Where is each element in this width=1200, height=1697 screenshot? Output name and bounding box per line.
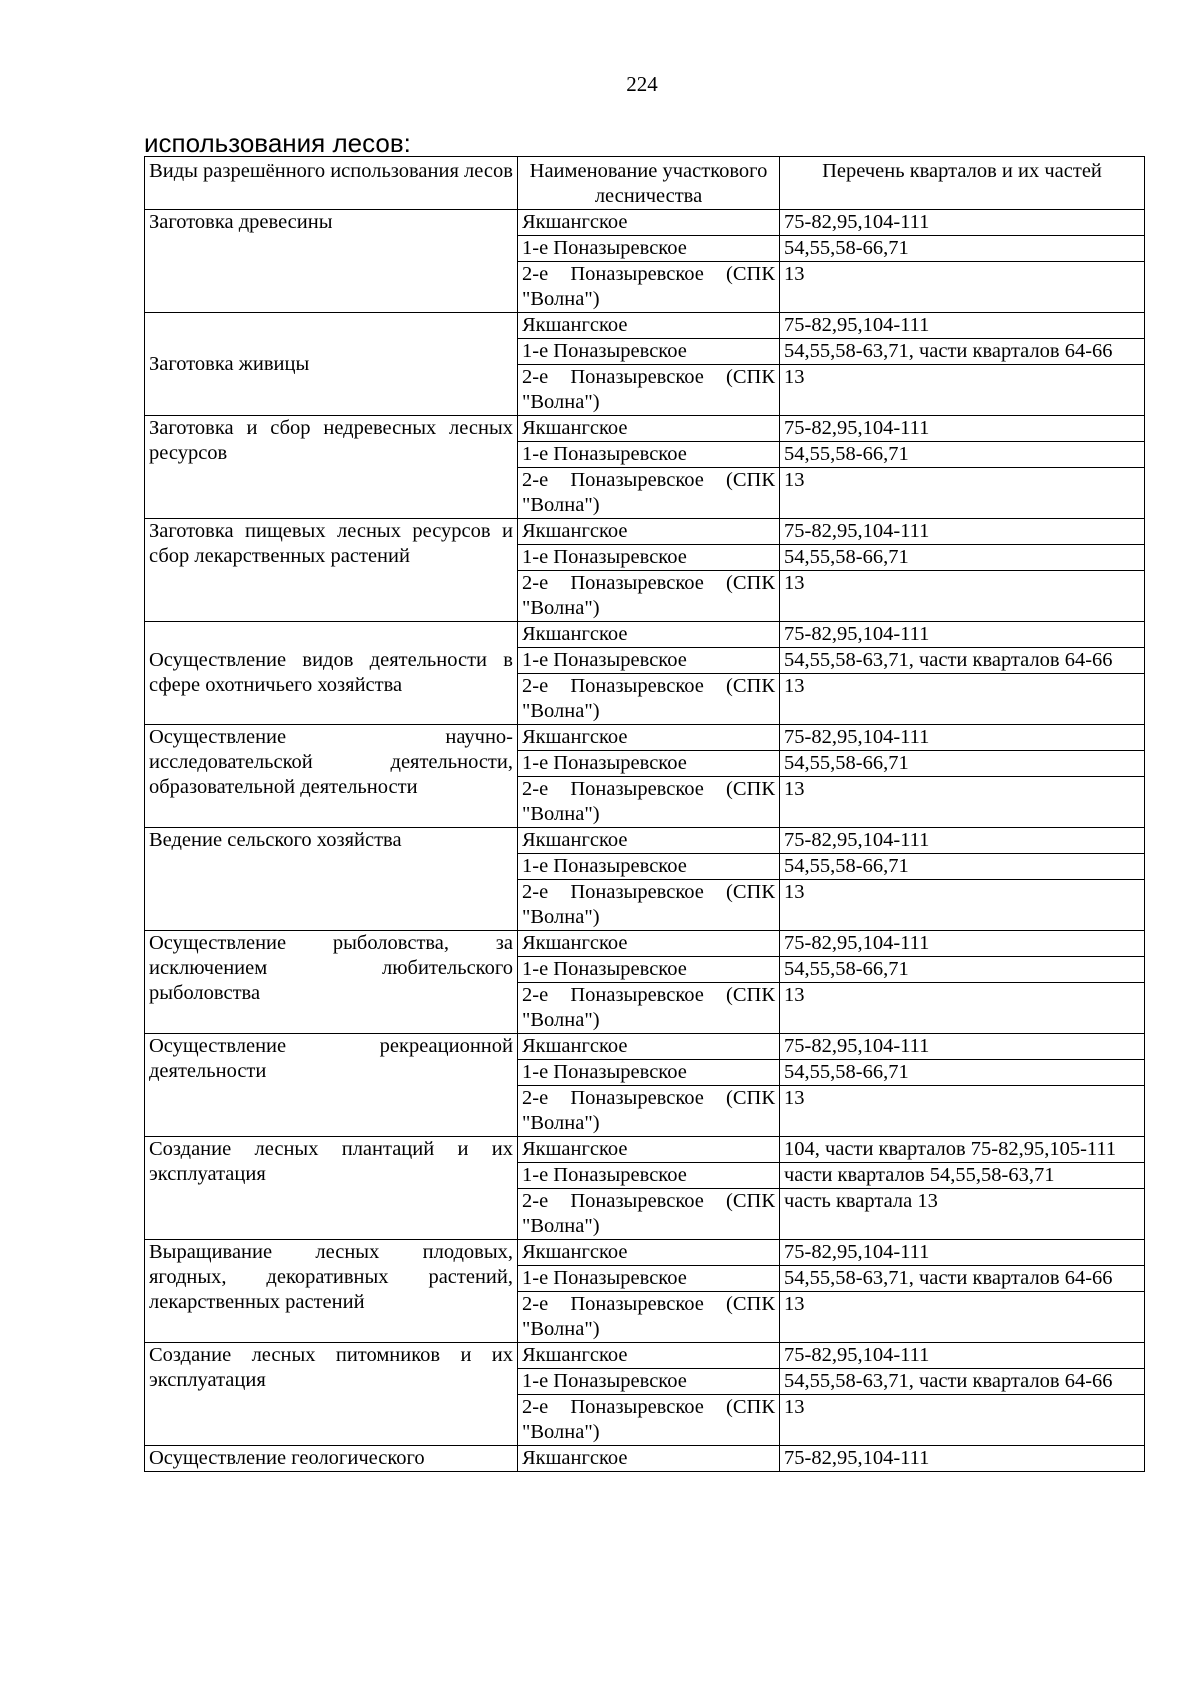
use-type-cell: Заготовка и сбор недревесных лесных ресурсов <box>145 416 518 519</box>
quarters-cell: 75-82,95,104-111 <box>780 210 1145 236</box>
table-row <box>145 1240 1145 1266</box>
use-type-cell: Создание лесных питомников и их эксплуатация <box>145 1343 518 1446</box>
forestry-cell: 2-е Поназыревское (СПК "Волна") <box>518 777 780 828</box>
table-row <box>145 1446 1145 1472</box>
quarters-cell: 75-82,95,104-111 <box>780 416 1145 442</box>
quarters-cell: 54,55,58-63,71, части кварталов 64-66 <box>780 648 1145 674</box>
forestry-cell: 2-е Поназыревское (СПК "Волна") <box>518 468 780 519</box>
table-row <box>145 828 1145 854</box>
quarters-cell: 13 <box>780 880 1145 931</box>
table-row <box>145 1343 1145 1369</box>
table-body <box>145 210 1145 1472</box>
use-type-cell: Осуществление научно-исследовательской деятельности, образовательной деятельности <box>145 725 518 828</box>
use-type-cell: Осуществление геологического <box>145 1446 518 1472</box>
quarters-cell: 75-82,95,104-111 <box>780 519 1145 545</box>
table-row <box>145 313 1145 339</box>
forestry-cell: 1-е Поназыревское <box>518 442 780 468</box>
quarters-cell: 13 <box>780 1395 1145 1446</box>
forestry-cell: 2-е Поназыревское (СПК "Волна") <box>518 262 780 313</box>
quarters-cell: 13 <box>780 468 1145 519</box>
forestry-cell: 2-е Поназыревское (СПК "Волна") <box>518 674 780 725</box>
forestry-cell: Якшангское <box>518 622 780 648</box>
quarters-cell: 54,55,58-66,71 <box>780 854 1145 880</box>
use-type-cell: Заготовка древесины <box>145 210 518 313</box>
forestry-cell: 1-е Поназыревское <box>518 545 780 571</box>
forestry-cell: Якшангское <box>518 313 780 339</box>
forestry-cell: Якшангское <box>518 1034 780 1060</box>
forestry-cell: 2-е Поназыревское (СПК "Волна") <box>518 571 780 622</box>
quarters-cell: 75-82,95,104-111 <box>780 1446 1145 1472</box>
quarters-cell: 75-82,95,104-111 <box>780 313 1145 339</box>
forestry-cell: 2-е Поназыревское (СПК "Волна") <box>518 365 780 416</box>
quarters-cell: 13 <box>780 365 1145 416</box>
use-type-cell: Заготовка пищевых лесных ресурсов и сбор лекарственных растений <box>145 519 518 622</box>
use-type-cell: Выращивание лесных плодовых, ягодных, декоративных растений, лекарственных растений <box>145 1240 518 1343</box>
table-row <box>145 931 1145 957</box>
forestry-cell: 2-е Поназыревское (СПК "Волна") <box>518 1086 780 1137</box>
quarters-cell: 75-82,95,104-111 <box>780 725 1145 751</box>
forest-use-table <box>144 156 1145 1472</box>
forestry-cell: Якшангское <box>518 416 780 442</box>
forestry-cell: Якшангское <box>518 931 780 957</box>
quarters-cell: 54,55,58-63,71, части кварталов 64-66 <box>780 339 1145 365</box>
quarters-cell: части кварталов 54,55,58-63,71 <box>780 1163 1145 1189</box>
forestry-cell: 2-е Поназыревское (СПК "Волна") <box>518 1395 780 1446</box>
quarters-cell: 75-82,95,104-111 <box>780 1240 1145 1266</box>
table-header-row <box>145 157 1145 210</box>
forestry-cell: 1-е Поназыревское <box>518 751 780 777</box>
quarters-cell: 13 <box>780 262 1145 313</box>
forestry-cell: 1-е Поназыревское <box>518 854 780 880</box>
quarters-cell: 13 <box>780 571 1145 622</box>
quarters-cell: 75-82,95,104-111 <box>780 622 1145 648</box>
quarters-cell: 13 <box>780 674 1145 725</box>
quarters-cell: 54,55,58-66,71 <box>780 957 1145 983</box>
forestry-cell: 1-е Поназыревское <box>518 1266 780 1292</box>
quarters-cell: 54,55,58-66,71 <box>780 545 1145 571</box>
section-heading: использования лесов: <box>144 128 411 158</box>
use-type-cell: Осуществление видов деятельности в сфере охотничьего хозяйства <box>145 622 518 725</box>
forestry-cell: Якшангское <box>518 1240 780 1266</box>
forestry-cell: 1-е Поназыревское <box>518 648 780 674</box>
table-row <box>145 1034 1145 1060</box>
header-quarters-list: Перечень кварталов и их частей <box>780 157 1145 210</box>
quarters-cell: 13 <box>780 777 1145 828</box>
table-row <box>145 725 1145 751</box>
forestry-cell: Якшангское <box>518 210 780 236</box>
quarters-cell: 13 <box>780 1292 1145 1343</box>
forestry-cell: 2-е Поназыревское (СПК "Волна") <box>518 1292 780 1343</box>
quarters-cell: 104, части кварталов 75-82,95,105-111 <box>780 1137 1145 1163</box>
forestry-cell: 1-е Поназыревское <box>518 1060 780 1086</box>
quarters-cell: 54,55,58-63,71, части кварталов 64-66 <box>780 1369 1145 1395</box>
forestry-cell: 2-е Поназыревское (СПК "Волна") <box>518 983 780 1034</box>
forestry-cell: 1-е Поназыревское <box>518 957 780 983</box>
use-type-cell: Создание лесных плантаций и их эксплуатация <box>145 1137 518 1240</box>
quarters-cell: 75-82,95,104-111 <box>780 1343 1145 1369</box>
table-row <box>145 1137 1145 1163</box>
quarters-cell: 54,55,58-66,71 <box>780 442 1145 468</box>
forestry-cell: 2-е Поназыревское (СПК "Волна") <box>518 880 780 931</box>
quarters-cell: 54,55,58-66,71 <box>780 236 1145 262</box>
forestry-cell: Якшангское <box>518 725 780 751</box>
page-number: 224 <box>626 72 658 96</box>
use-type-cell: Осуществление рекреационной деятельности <box>145 1034 518 1137</box>
forestry-cell: Якшангское <box>518 1137 780 1163</box>
forestry-cell: Якшангское <box>518 1446 780 1472</box>
use-type-cell: Ведение сельского хозяйства <box>145 828 518 931</box>
forestry-cell: Якшангское <box>518 519 780 545</box>
table-row <box>145 210 1145 236</box>
header-use-type: Виды разрешённого использования лесов <box>145 157 518 210</box>
quarters-cell: часть квартала 13 <box>780 1189 1145 1240</box>
use-type-cell: Заготовка живицы <box>145 313 518 416</box>
quarters-cell: 75-82,95,104-111 <box>780 931 1145 957</box>
header-forestry-name: Наименование участкового лесничества <box>518 157 780 210</box>
use-type-cell: Осуществление рыболовства, за исключением любительского рыболовства <box>145 931 518 1034</box>
table-row <box>145 622 1145 648</box>
table-row <box>145 416 1145 442</box>
quarters-cell: 13 <box>780 983 1145 1034</box>
forestry-cell: 1-е Поназыревское <box>518 1369 780 1395</box>
forestry-cell: 2-е Поназыревское (СПК "Волна") <box>518 1189 780 1240</box>
forestry-cell: Якшангское <box>518 1343 780 1369</box>
quarters-cell: 54,55,58-66,71 <box>780 1060 1145 1086</box>
quarters-cell: 13 <box>780 1086 1145 1137</box>
forestry-cell: 1-е Поназыревское <box>518 1163 780 1189</box>
forestry-cell: 1-е Поназыревское <box>518 339 780 365</box>
forestry-cell: Якшангское <box>518 828 780 854</box>
table-row <box>145 519 1145 545</box>
forestry-cell: 1-е Поназыревское <box>518 236 780 262</box>
quarters-cell: 54,55,58-66,71 <box>780 751 1145 777</box>
quarters-cell: 54,55,58-63,71, части кварталов 64-66 <box>780 1266 1145 1292</box>
quarters-cell: 75-82,95,104-111 <box>780 828 1145 854</box>
quarters-cell: 75-82,95,104-111 <box>780 1034 1145 1060</box>
